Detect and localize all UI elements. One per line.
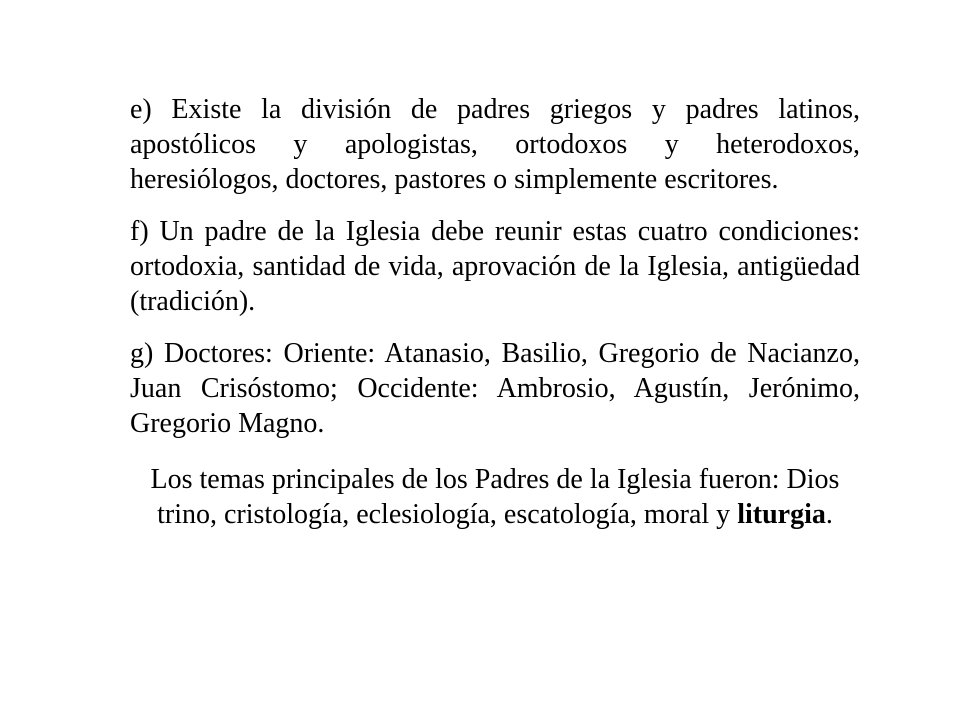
paragraph-f: f) Un padre de la Iglesia debe reunir estas cuatro condiciones: ortodoxia, santidad de vida, aprovación de la Iglesia, antigüedad (tradición). — [130, 216, 860, 317]
paragraph-g: g) Doctores: Oriente: Atanasio, Basilio, Gregorio de Nacianzo, Juan Crisóstomo; Occidente: Ambrosio, Agustín, Jerónimo, Gregorio Magno. — [130, 338, 860, 439]
slide-content — [130, 92, 860, 532]
summary-end-punct: . — [825, 499, 833, 530]
summary-text: Los temas principales de los Padres de la Iglesia fueron: Dios trino, cristología, eclesiología, escatología, moral y — [150, 464, 840, 530]
paragraph-e: e) Existe la división de padres griegos y padres latinos, apostólicos y apologistas, ortodoxos y heterodoxos, heresiólogos, doctores, pastores o simplemente escritores. — [130, 94, 860, 195]
summary-bold-word: liturgia — [737, 499, 826, 530]
summary-paragraph — [130, 462, 860, 532]
